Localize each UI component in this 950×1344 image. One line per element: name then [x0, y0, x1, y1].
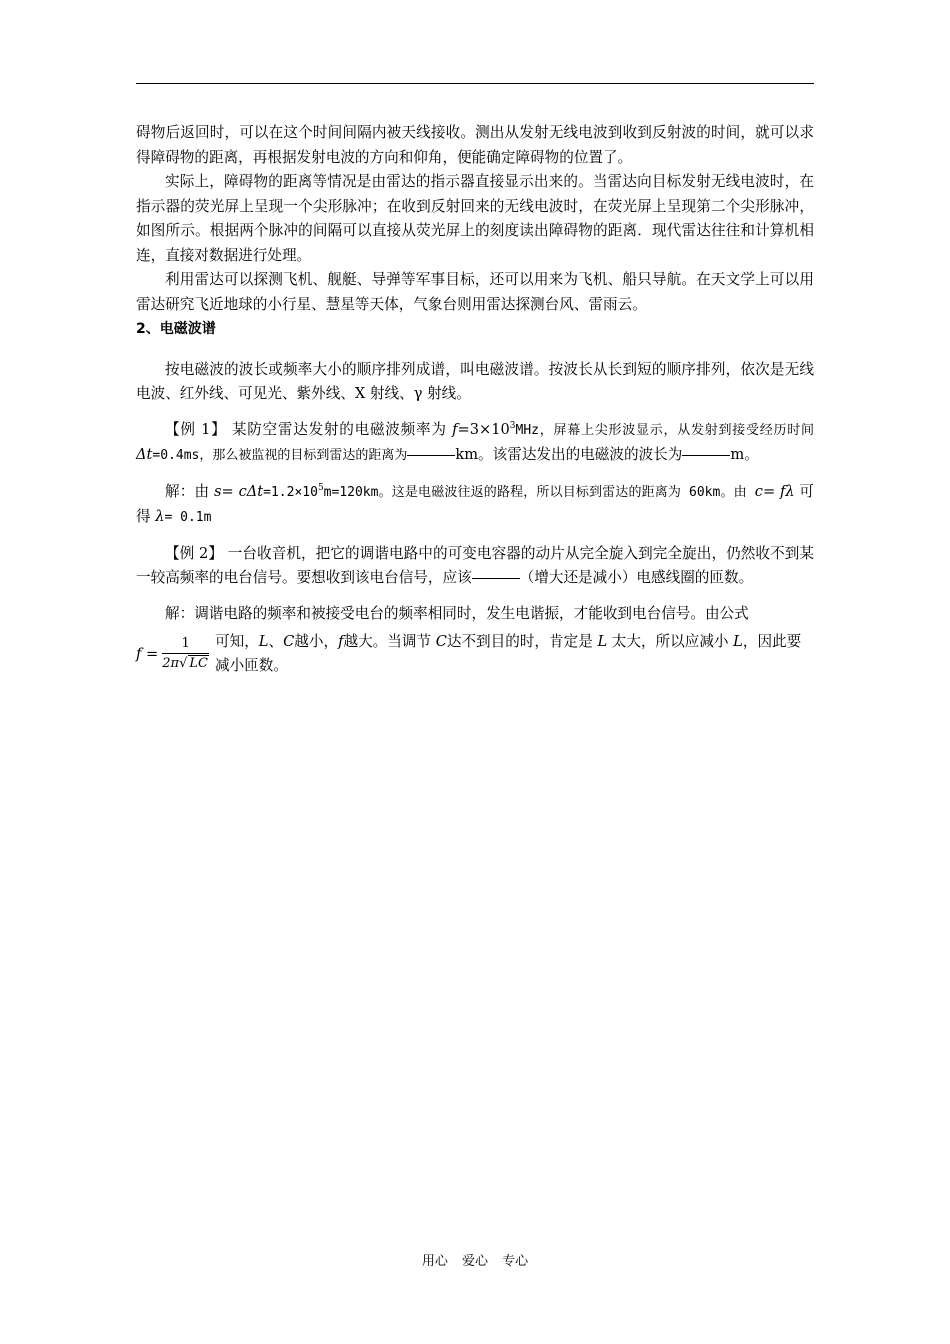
- answer-blank-distance: [407, 454, 455, 456]
- paragraph-spectrum: 按电磁波的波长或频率大小的顺序排列成谱，叫电磁波谱。按波长从长到短的顺序排列，依次是无线电波、红外线、可见光、紫外线、X 射线、γ 射线。: [136, 360, 814, 402]
- example-1-tag: 【例 1】: [165, 420, 227, 438]
- paragraph-radar-uses: 利用雷达可以探测飞机、舰艇、导弹等军事目标，还可以用来为飞机、船只导航。在天文学上可以用雷达研究飞近地球的小行星、慧星等天体，气象台则用雷达探测台风、雷雨云。: [136, 271, 814, 313]
- resonance-formula: f = $\frac{1}{2\pi√ LC}$: [136, 635, 215, 674]
- solution-1: 解：由 $s= c\Delta t=1.2\times 10^5m=120km$。这是电磁波往返的路程，所以目标到雷达的距离为 60km。由 c= fλ 可得 λ= 0.1m: [136, 482, 815, 525]
- page-footer: 用心 爱心 专心: [421, 1254, 529, 1269]
- solution-2-rest: 可知，L、C越小，f越大。当调节 C达不到目的时，肯定是 L 太大，所以应减小 L，因此要减小匝数。: [215, 633, 802, 674]
- section-title-spectrum: 2、电磁波谱: [136, 321, 216, 337]
- answer-blank-wavelength: [682, 454, 730, 456]
- example-1: 【例 1】 某防空雷达发射的电磁波频率为 $f=3\times 10^3MHz$，屏幕上尖形波显示，从发射到接受经历时间 Δt=0.4ms，那么被监视的目标到雷达的距离为 km。该雷达发出的电磁波的波长为 m。: [136, 420, 814, 463]
- paragraph-radar-echo: 碍物后返回时，可以在这个时间间隔内被天线接收。测出从发射无线电波到收到反射波的时间，就可以求得障碍物的距离，再根据发射电波的方向和仰角，便能确定障碍物的位置了。: [136, 124, 814, 166]
- document-body: [136, 121, 814, 678]
- solution-2-line-1: 解：调谐电路的频率和被接受电台的频率相同时，发生电谐振，才能收到电台信号。由公式: [165, 604, 749, 622]
- solution-2-formula-line: [136, 630, 814, 678]
- sqrt-sign-icon: √: [179, 655, 188, 671]
- formula-fraction: $\frac{1}{2\pi√ LC}$: [162, 635, 208, 671]
- example-2-tag: 【例 2】: [165, 544, 224, 562]
- answer-blank-coil: [472, 577, 520, 579]
- header-rule: [136, 83, 814, 84]
- example-2: 【例 2】 一台收音机，把它的调谐电路中的可变电容器的动片从完全旋入到完全旋出，仍然收不到某一较高频率的电台信号。要想收到该电台信号，应该 （增大还是减小）电感线圈的匝数。: [136, 544, 814, 586]
- paragraph-radar-display: 实际上，障碍物的距离等情况是由雷达的指示器直接显示出来的。当雷达向目标发射无线电波时，在指示器的荧光屏上呈现一个尖形脉冲；在收到反射回来的无线电波时，在荧光屏上呈现第二个尖形脉冲，如图所示。根据两个脉冲的间隔可以直接从荧光屏上的刻度读出障碍物的距离．现代雷达往往和计算机相连，直接对数据进行处理。: [136, 173, 814, 264]
